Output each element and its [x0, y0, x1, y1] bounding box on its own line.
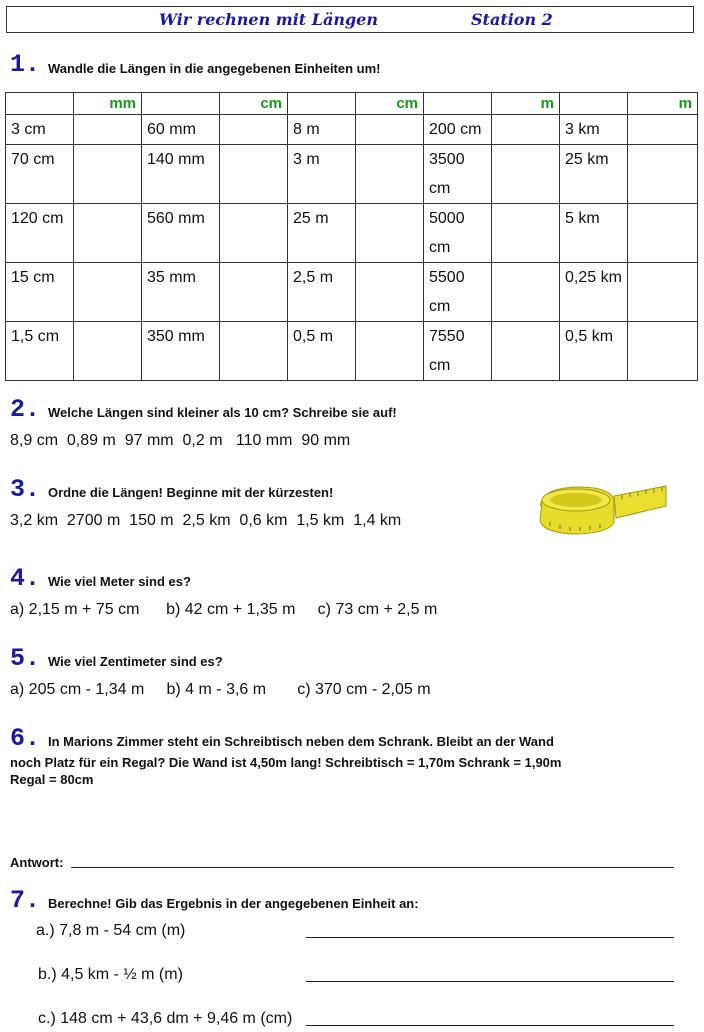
unit-header: cm: [220, 93, 288, 115]
task-7-number: 7.: [10, 886, 41, 915]
table-cell: 7550 cm: [424, 322, 492, 381]
table-cell: 5 km: [560, 204, 628, 263]
answer-cell[interactable]: [492, 115, 560, 145]
task-5-expressions: a) 205 cm - 1,34 m b) 4 m - 3,6 m c) 370 cm - 2,05 m: [10, 681, 431, 698]
table-cell: 25 m: [288, 204, 356, 263]
table-header-row: [6, 93, 698, 115]
answer-cell[interactable]: [220, 322, 288, 381]
table-row: [6, 204, 698, 263]
worksheet-title: Wir rechnen mit Längen: [159, 10, 378, 29]
table-cell: 2,5 m: [288, 263, 356, 322]
answer-cell[interactable]: [74, 115, 142, 145]
table-row: [6, 115, 698, 145]
answer-cell[interactable]: [628, 115, 698, 145]
table-row: [6, 145, 698, 204]
task-2-values: 8,9 cm 0,89 m 97 mm 0,2 m 110 mm 90 mm: [10, 432, 351, 449]
table-cell: 25 km: [560, 145, 628, 204]
table-cell: 35 mm: [142, 263, 220, 322]
task-6-number: 6.: [10, 724, 41, 753]
table-row: [6, 322, 698, 381]
table-cell: 0,25 km: [560, 263, 628, 322]
answer-cell[interactable]: [220, 204, 288, 263]
task-2-number: 2.: [10, 395, 41, 424]
task-7-item-a: a.) 7,8 m - 54 cm (m): [36, 922, 186, 939]
task-3-values: 3,2 km 2700 m 150 m 2,5 km 0,6 km 1,5 km 1,4 km: [10, 512, 402, 529]
answer-cell[interactable]: [356, 145, 424, 204]
task-6-text-line-2: noch Platz für ein Regal? Die Wand ist 4,50m lang! Schreibtisch = 1,70m Schrank = 1,90m: [10, 755, 562, 770]
table-cell: 120 cm: [6, 204, 74, 263]
table-cell: 5000 cm: [424, 204, 492, 263]
task-5-instruction: Wie viel Zentimeter sind es?: [48, 654, 223, 669]
task-1-number: 1.: [10, 50, 41, 79]
answer-cell[interactable]: [220, 263, 288, 322]
table-cell: 8 m: [288, 115, 356, 145]
answer-cell[interactable]: [628, 145, 698, 204]
table-cell: 140 mm: [142, 145, 220, 204]
answer-cell[interactable]: [492, 145, 560, 204]
task-6-text-line-3: Regal = 80cm: [10, 772, 94, 787]
task-1-instruction: Wandle die Längen in die angegebenen Einheiten um!: [48, 61, 381, 76]
table-cell: 0,5 m: [288, 322, 356, 381]
answer-cell[interactable]: [74, 322, 142, 381]
task-4-number: 4.: [10, 564, 41, 593]
answer-cell[interactable]: [220, 115, 288, 145]
answer-cell[interactable]: [74, 204, 142, 263]
table-cell: 60 mm: [142, 115, 220, 145]
task-7-instruction: Berechne! Gib das Ergebnis in der angegebenen Einheit an:: [48, 896, 419, 911]
answer-line[interactable]: [71, 867, 674, 868]
answer-cell[interactable]: [492, 204, 560, 263]
answer-cell[interactable]: [220, 145, 288, 204]
table-cell: 5500 cm: [424, 263, 492, 322]
table-cell: 70 cm: [6, 145, 74, 204]
table-cell: 200 cm: [424, 115, 492, 145]
answer-cell[interactable]: [492, 263, 560, 322]
answer-cell[interactable]: [356, 322, 424, 381]
answer-cell[interactable]: [628, 263, 698, 322]
station-label: Station 2: [471, 10, 553, 29]
table-cell: 3500 cm: [424, 145, 492, 204]
conversion-table: [5, 92, 698, 381]
table-cell: 3 m: [288, 145, 356, 204]
task-7-answer-line-b[interactable]: [306, 981, 674, 982]
answer-cell[interactable]: [628, 322, 698, 381]
task-6-text-line-1: In Marions Zimmer steht ein Schreibtisch neben dem Schrank. Bleibt an der Wand: [48, 734, 554, 749]
table-cell: 560 mm: [142, 204, 220, 263]
table-cell: 15 cm: [6, 263, 74, 322]
table-cell: 350 mm: [142, 322, 220, 381]
answer-cell[interactable]: [74, 263, 142, 322]
task-4-instruction: Wie viel Meter sind es?: [48, 574, 191, 589]
answer-cell[interactable]: [356, 204, 424, 263]
table-cell: 3 km: [560, 115, 628, 145]
table-cell: 0,5 km: [560, 322, 628, 381]
task-7-answer-line-c[interactable]: [306, 1025, 674, 1026]
task-4-expressions: a) 2,15 m + 75 cm b) 42 cm + 1,35 m c) 73 cm + 2,5 m: [10, 601, 438, 618]
task-7-item-b: b.) 4,5 km - ½ m (m): [38, 966, 183, 983]
unit-header: m: [628, 93, 698, 115]
table-row: [6, 263, 698, 322]
task-3-instruction: Ordne die Längen! Beginne mit der kürzesten!: [48, 485, 334, 500]
unit-header: m: [492, 93, 560, 115]
answer-label: Antwort:: [10, 855, 64, 870]
answer-cell[interactable]: [356, 263, 424, 322]
task-5-number: 5.: [10, 644, 41, 673]
answer-cell[interactable]: [628, 204, 698, 263]
table-cell: 3 cm: [6, 115, 74, 145]
unit-header: mm: [74, 93, 142, 115]
table-cell: 1,5 cm: [6, 322, 74, 381]
task-2-instruction: Welche Längen sind kleiner als 10 cm? Schreibe sie auf!: [48, 405, 397, 420]
task-3-number: 3.: [10, 475, 41, 504]
answer-cell[interactable]: [356, 115, 424, 145]
task-7-answer-line-a[interactable]: [306, 937, 674, 938]
measuring-tape-icon: [536, 478, 670, 543]
unit-header: cm: [356, 93, 424, 115]
answer-cell[interactable]: [492, 322, 560, 381]
task-7-item-c: c.) 148 cm + 43,6 dm + 9,46 m (cm): [38, 1010, 293, 1027]
answer-cell[interactable]: [74, 145, 142, 204]
worksheet-header: [6, 6, 694, 33]
